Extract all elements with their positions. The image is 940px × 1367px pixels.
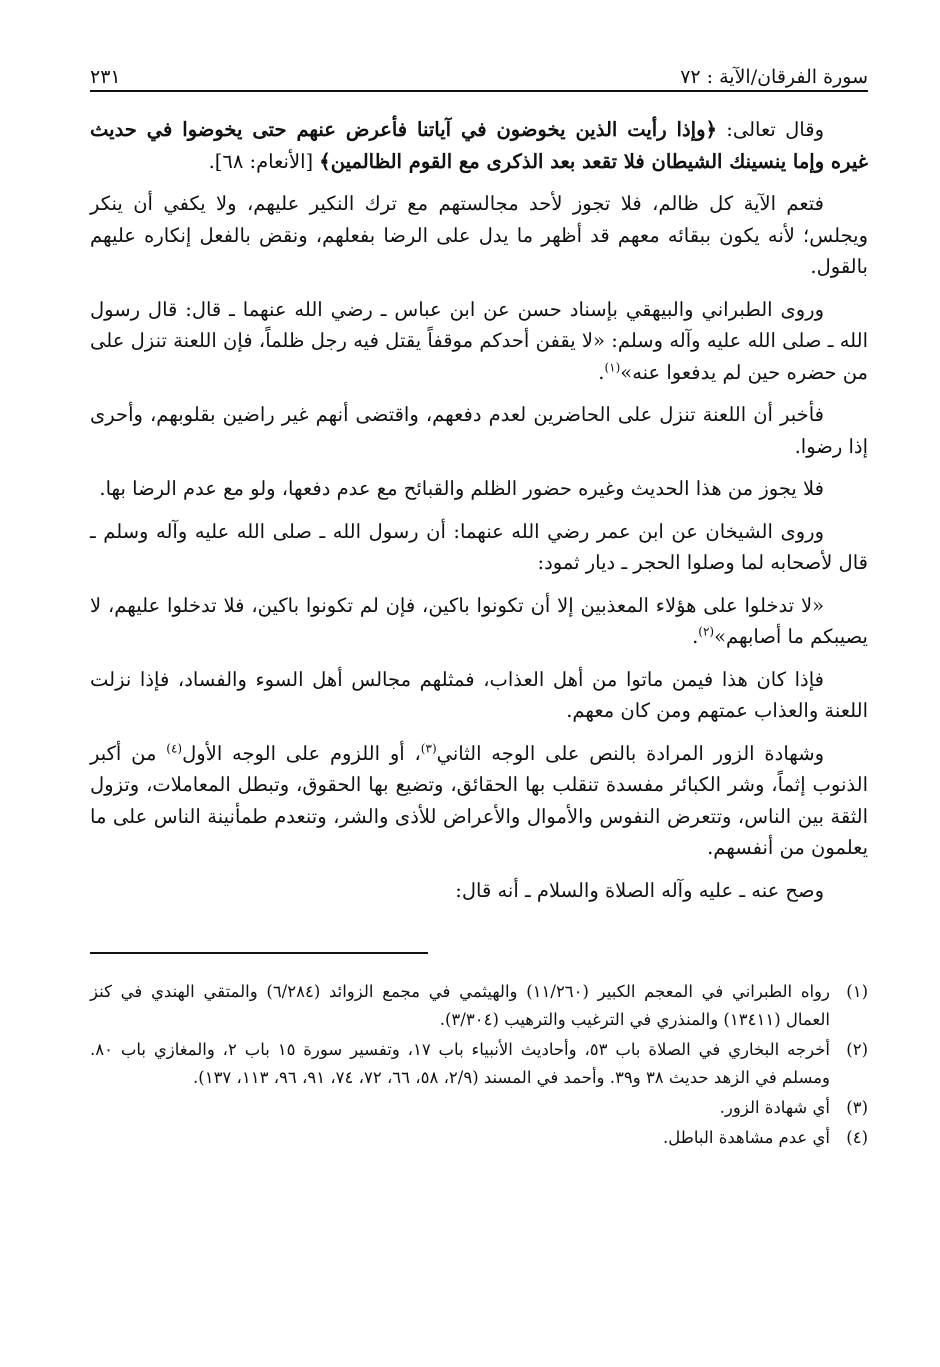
footnote-text: أي عدم مشاهدة الباطل. (662, 1128, 830, 1147)
footnote-4 (90, 1124, 868, 1152)
footnote-3 (90, 1094, 868, 1122)
paragraph-7 (90, 590, 868, 653)
footnote-number: (٢) (846, 1040, 868, 1059)
p9-part-a: وشهادة الزور المرادة بالنص على الوجه الثاني (436, 741, 825, 765)
footnote-ref-3: (٣) (420, 741, 437, 755)
paragraph-5: فلا يجوز من هذا الحديث وغيره حضور الظلم والقبائح مع عدم دفعها، ولو مع عدم الرضا بها. (99, 477, 824, 500)
footnotes (90, 978, 868, 1152)
paragraph-3 (90, 294, 868, 389)
quran-verse: ﴿وإذا رأيت الذين يخوضون في آياتنا فأعرض عنهم حتى يخوضوا في حديث غيره وإما ينسينك الشيطان فلا تقعد بعد الذكرى مع القوم الظالمين﴾ (90, 118, 868, 173)
p3-end: . (598, 360, 605, 384)
running-header (90, 50, 868, 88)
p7-text: «لا تدخلوا على هؤلاء المعذبين إلا أن تكونوا باكين، فإن لم تكونوا باكين، فلا تدخلوا عليهم، لا يصيبكم ما أصابهم» (90, 593, 868, 648)
footnote-ref-2: (٢) (698, 624, 715, 639)
paragraph-10: وصح عنه ـ عليه وآله الصلاة والسلام ـ أنه قال: (455, 878, 824, 902)
paragraph-6: وروى الشيخان عن ابن عمر رضي الله عنهما: أن رسول الله ـ صلى الله عليه وآله وسلم ـ قال لأصحابه لما وصلوا الحجر ـ ديار ثمود: (90, 519, 868, 574)
footnote-ref-4: (٤) (166, 741, 183, 755)
footnote-text: أي شهادة الزور. (719, 1098, 830, 1117)
footnote-ref-1: (١) (604, 360, 621, 374)
footnote-text: أخرجه البخاري في الصلاة باب ٥٣، وأحاديث الأنبياء باب ١٧، وتفسير سورة ١٥ باب ٢، والمغازي باب ٨٠. ومسلم في الزهد حديث ٣٨ و٣٩. وأحمد في المسند (٢/٩، ٥٨، ٦٦، ٧٢، ٧٤، ٩١، ٩٦، ١١٣، ١٣٧). (90, 1040, 831, 1087)
surah-title: سورة الفرقان/الآية : ٧٢ (680, 66, 868, 88)
verse-reference: [الأنعام: ٦٨]. (208, 149, 320, 173)
p3-text: وروى الطبراني والبيهقي بإسناد حسن عن ابن عباس ـ رضي الله عنهما ـ قال: قال رسول الله ـ صلى الله عليه وآله وسلم: «لا يقفن أحدكم موقفاً يقتل فيه رجل ظلماً، فإن اللعنة تنزل على من حضره حين لم يدفعوا عنه» (90, 297, 868, 384)
paragraph-2: فتعم الآية كل ظالم، فلا تجوز لأحد مجالستهم مع ترك النكير عليهم، ولا يكفي أن ينكر ويجلس؛ لأنه يكون ببقائه معهم قد أظهر ما يدل على الرضا بفعلهم، ونقض بالفعل إنكاره عليهم بالقول. (90, 192, 868, 278)
paragraph-9 (90, 738, 868, 864)
footnote-1 (90, 978, 868, 1034)
footnote-text: رواه الطبراني في المعجم الكبير (١١/٢٦٠) والهيثمي في مجمع الزوائد (٦/٢٨٤) والمتقي الهندي في كنز العمال (١٣٤١١) والمنذري في الترغيب والترهيب (٣/٣٠٤). (90, 982, 830, 1029)
paragraph-8: فإذا كان هذا فيمن ماتوا من أهل العذاب، فمثلهم مجالس أهل السوء والفساد، فإذا نزلت اللعنة والعذاب عمتهم ومن كان معهم. (90, 667, 868, 722)
paragraph-4: فأخبر أن اللعنة تنزل على الحاضرين لعدم دفعهم، واقتضى أنهم غير راضين بقلوبهم، وأحرى إذا رضوا. (90, 403, 868, 458)
footnote-rule (90, 952, 428, 954)
main-text (90, 114, 868, 906)
p9-part-b: ، أو اللزوم على الوجه الأول (182, 741, 421, 765)
footnote-number: (٤) (846, 1128, 868, 1147)
footnote-2 (90, 1036, 868, 1092)
footnote-number: (١) (846, 982, 868, 1001)
book-page (90, 50, 868, 1154)
p1-intro: وقال تعالى: (716, 118, 824, 141)
footnote-number: (٣) (846, 1098, 868, 1117)
p7-end: . (692, 625, 699, 648)
p9-part-c: من أكبر الذنوب إثماً، وشر الكبائر مفسدة تنقلب بها الحقائق، وتضيع بها الحقوق، وتبطل المعاملات، وتزول الثقة بين الناس، وتتعرض النفوس والأموال والأعراض للأذى والشر، وتنعدم طمأنينة الناس على ما يعلمون من أنفسهم. (90, 741, 868, 859)
paragraph-1 (90, 114, 868, 177)
header-rule (90, 90, 868, 92)
page-number: ٢٣١ (90, 66, 121, 88)
